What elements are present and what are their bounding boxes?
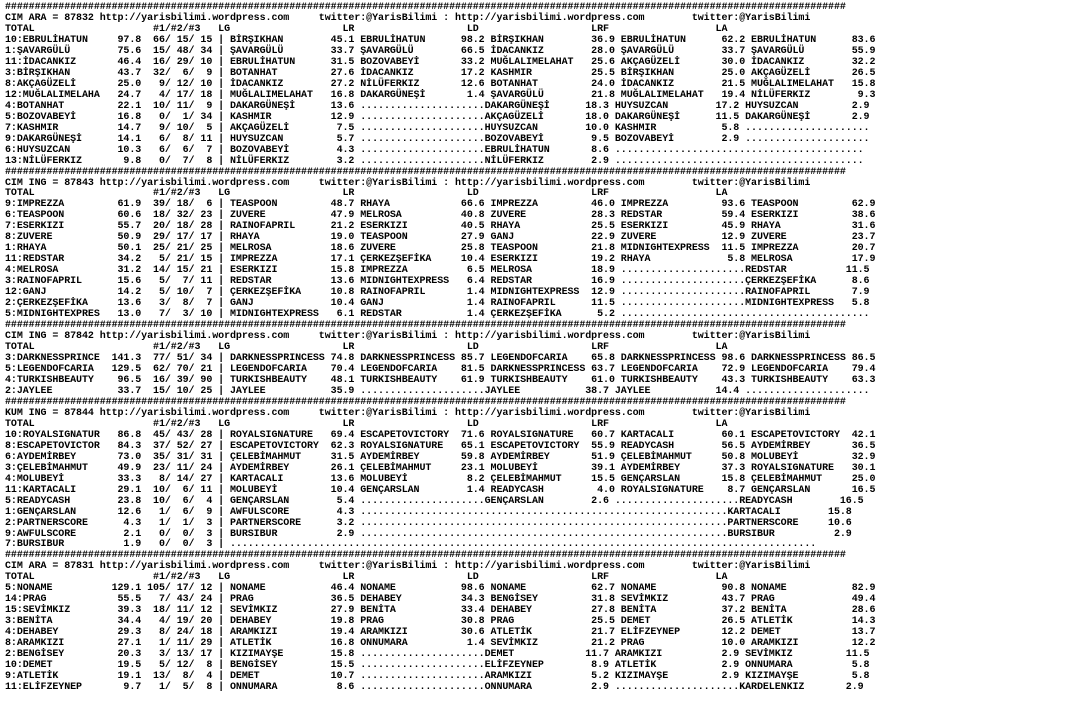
horse-row-line: 12:MUĞLALIMELAHA 24.7 4/ 17/ 18 | MUĞLALIMELAHAT 16.8 DAKARGÜNEŞİ 1.4 ŞAVARGÜLÜ 21.8 MUĞLALIMELAHAT 19.4 NİLÜFERKIZ 9.3 — [5, 89, 876, 101]
race-header-line: CIM ARA = 87831 http://yarisbilimi.wordpress.com twitter:@YarisBilimi : http://yarisbilimi.wordpress.com twitter:@YarisBilimi — [5, 561, 811, 573]
horse-row-line: 5:NONAME 129.1 105/ 17/ 12 | NONAME 46.4 NONAME 98.6 NONAME 62.7 NONAME 90.8 NONAME 82.9 — [5, 583, 876, 595]
race-header-line: CIM ING = 87843 http://yarisbilimi.wordpress.com twitter:@YarisBilimi : http://yarisbilimi.wordpress.com twitter:@YarisBilimi — [5, 177, 811, 189]
horse-row-line: 5:BOZOVABEYİ 16.8 0/ 1/ 34 | KASHMIR 12.9 .....................AKÇAGÜZELİ 18.0 DAKARGÜNEŞİ 11.5 DAKARGÜNEŞİ 2.9 — [5, 111, 870, 123]
separator-line: ############################################################################################################################################## — [5, 2, 846, 13]
horse-row-line: 4:TURKISHBEAUTY 96.5 16/ 39/ 90 | TURKISHBEAUTY 48.1 TURKISHBEAUTY 61.9 TURKISHBEAUTY 61.0 TURKISHBEAUTY 43.3 TURKISHBEAUTY 63.3 — [5, 374, 876, 386]
horse-row-line: 1:ŞAVARGÜLÜ 75.6 15/ 48/ 34 | ŞAVARGÜLÜ 33.7 ŞAVARGÜLÜ 66.5 İDACANKIZ 28.0 ŞAVARGÜLÜ 33.7 ŞAVARGÜLÜ 55.9 — [5, 45, 876, 57]
horse-row-line: 11:İDACANKIZ 46.4 16/ 29/ 10 | EBRULİHATUN 31.5 BOZOVABEYİ 33.2 MUĞLALIMELAHAT 25.6 AKÇAGÜZELİ 30.0 İDACANKIZ 32.2 — [5, 56, 876, 68]
horse-row-line: 8:ZUVERE 50.9 29/ 17/ 17 | RHAYA 19.0 TEASPOON 27.9 GANJ 22.9 ZUVERE 12.9 ZUVERE 23.7 — [5, 232, 876, 244]
horse-row-line: 3:RAINOFAPRIL 15.6 5/ 7/ 11 | REDSTAR 13.6 MIDNIGHTEXPRESS 6.4 REDSTAR 16.9 .....................ÇERKEZŞEFİKA 8.6 — [5, 276, 870, 288]
column-header-line: TOTAL #1/#2/#3 LG LR LD LRF LA — [5, 23, 728, 35]
horse-row-line: 1:RHAYA 50.1 25/ 21/ 25 | MELROSA 18.6 ZUVERE 25.8 TEASPOON 21.8 MIDNIGHTEXPRESS 11.5 IMPREZZA 20.7 — [5, 243, 876, 255]
horse-row-line: 8:ESCAPETOVICTOR 84.3 37/ 52/ 27 | ESCAPETOVICTORY 62.3 ROYALSIGNATURE 65.1 ESCAPETOVICTORY 55.9 READYCASH 56.5 AYDEMİRBEY 36.5 — [5, 440, 876, 452]
horse-row-line: 14:PRAG 55.5 7/ 43/ 24 | PRAG 36.5 DEHABEY 34.3 BENGİSEY 31.8 SEVİMKIZ 43.7 PRAG 49.4 — [5, 594, 876, 606]
column-header-line: TOTAL #1/#2/#3 LG LR LD LRF LA — [5, 342, 728, 354]
horse-row-line: 2:PARTNERSCORE 4.3 1/ 1/ 3 | PARTNERSCORE 3.2 ..............................................................PARTNERSCORE 10.6 — [5, 517, 852, 529]
horse-row-line: 5:READYCASH 23.8 10/ 6/ 4 | GENÇARSLAN 5.4 .....................GENÇARSLAN 2.6 .....................READYCASH 16.5 — [5, 495, 864, 507]
horse-row-line: 8:ARAMKIZI 27.1 1/ 11/ 29 | ATLETİK 16.8 ONNUMARA 1.4 SEVİMKIZ 21.2 PRAG 10.0 ARAMKIZI 12.2 — [5, 638, 876, 650]
separator-line: ############################################################################################################################################## — [5, 396, 846, 408]
horse-row-line: 2:BENGİSEY 20.3 3/ 13/ 17 | KIZIMAYŞE 15.8 .....................DEMET 11.7 ARAMKIZI 2.9 SEVİMKIZ 11.5 — [5, 649, 870, 661]
horse-row-line: 4:DEHABEY 29.3 8/ 24/ 18 | ARAMKIZI 19.4 ARAMKIZI 30.6 ATLETİK 21.7 ELİFZEYNEP 12.2 DEMET 13.7 — [5, 627, 876, 639]
race-stats-document — [5, 2, 1067, 702]
horse-row-line: 7:KASHMIR 14.7 9/ 10/ 5 | AKÇAGÜZELİ 7.5 .....................HUYSUZCAN 10.0 KASHMIR 5.8 ..................... — [5, 122, 870, 134]
horse-row-line: 11:KARTACALI 29.1 10/ 6/ 11 | MOLUBEYİ 10.4 GENÇARSLAN 1.4 READYCASH 4.0 ROYALSIGNATURE 8.7 GENÇARSLAN 16.5 — [5, 484, 876, 496]
separator-line: ############################################################################################################################################## — [5, 166, 846, 178]
horse-row-line: 4:MELROSA 31.2 14/ 15/ 21 | ESERKIZI 15.8 IMPREZZA 6.5 MELROSA 18.9 .....................REDSTAR 11.5 — [5, 265, 870, 277]
horse-row-line: 6:AYDEMİRBEY 73.0 35/ 31/ 31 | ÇELEBİMAHMUT 31.5 AYDEMİRBEY 59.8 AYDEMİRBEY 51.9 ÇELEBİMAHMUT 50.8 MOLUBEYİ 32.9 — [5, 451, 876, 463]
separator-line: ############################################################################################################################################## — [5, 550, 846, 562]
race-header-line: CIM ING = 87842 http://yarisbilimi.wordpress.com twitter:@YarisBilimi : http://yarisbilimi.wordpress.com twitter:@YarisBilimi — [5, 331, 811, 343]
column-header-line: TOTAL #1/#2/#3 LG LR LD LRF LA — [5, 188, 728, 200]
race-header-line: CIM ARA = 87832 http://yarisbilimi.wordpress.com twitter:@YarisBilimi : http://yarisbilimi.wordpress.com twitter:@YarisBilimi — [5, 12, 811, 24]
horse-row-line: 8:AKÇAGÜZELİ 25.0 9/ 12/ 10 | İDACANKIZ 27.2 NİLÜFERKIZ 12.6 BOTANHAT 24.0 İDACANKIZ 21.5 MUĞLALIMELAHAT 15.8 — [5, 78, 876, 90]
separator-line: ############################################################################################################################################## — [5, 320, 846, 332]
horse-row-line: 9:ATLETİK 19.1 13/ 8/ 4 | DEMET 10.7 .....................ARAMKIZI 5.2 KIZIMAYŞE 2.9 KIZIMAYŞE 5.8 — [5, 671, 870, 683]
horse-row-line: 12:GANJ 14.2 5/ 10/ 7 | ÇERKEZŞEFİKA 10.8 RAINOFAPRIL 1.4 MIDNIGHTEXPRESS 12.9 .....................RAINOFAPRIL 7.9 — [5, 287, 870, 299]
horse-row-line: 4:BOTANHAT 22.1 10/ 11/ 9 | DAKARGÜNEŞİ 13.6 .....................DAKARGÜNEŞİ 18.3 HUYSUZCAN 17.2 HUYSUZCAN 2.9 — [5, 100, 870, 112]
horse-row-line: 1:GENÇARSLAN 12.6 1/ 6/ 9 | AWFULSCORE 4.3 ..............................................................KARTACALI 15.8 — [5, 506, 852, 518]
horse-row-line: 9:AWFULSCORE 2.1 0/ 0/ 3 | BURSIBUR 2.9 ..............................................................BURSIBUR 2.9 — [5, 528, 852, 540]
horse-row-line: 9:IMPREZZA 61.9 39/ 18/ 6 | TEASPOON 48.7 RHAYA 66.6 IMPREZZA 46.0 IMPREZZA 93.6 TEASPOON 62.9 — [5, 199, 876, 211]
column-header-line: TOTAL #1/#2/#3 LG LR LD LRF LA — [5, 572, 728, 584]
horse-row-line: 3:BİRŞIKHAN 43.7 32/ 6/ 9 | BOTANHAT 27.6 İDACANKIZ 17.2 KASHMIR 25.5 BİRŞIKHAN 25.0 AKÇAGÜZELİ 26.5 — [5, 67, 876, 79]
horse-row-line: 3:DARKNESSPRINCE 141.3 77/ 51/ 34 | DARKNESSPRINCESS 74.8 DARKNESSPRINCESS 85.7 LEGENDOFCARIA 65.8 DARKNESSPRINCESS 98.6 DARKNESSPRINCESS 86.5 — [5, 353, 876, 364]
horse-row-line: 13:NİLÜFERKIZ 9.8 0/ 7/ 8 | NİLÜFERKIZ 3.2 .....................NİLÜFERKIZ 2.9 .......................................... — [5, 155, 864, 167]
horse-row-line: 2:JAYLEE 33.7 15/ 10/ 25 | JAYLEE 35.9 .....................JAYLEE 38.7 JAYLEE 14.4 ..................... — [5, 385, 870, 397]
horse-row-line: 15:SEVİMKIZ 39.3 18/ 11/ 12 | SEVİMKIZ 27.9 BENİTA 33.4 DEHABEY 27.8 BENİTA 37.2 BENİTA 28.6 — [5, 605, 876, 617]
horse-row-line: 10:ROYALSIGNATUR 86.8 45/ 43/ 28 | ROYALSIGNATURE 69.4 ESCAPETOVICTORY 71.6 ROYALSIGNATURE 60.7 KARTACALI 60.1 ESCAPETOVICTORY 42.1 — [5, 429, 876, 441]
horse-row-line: 5:LEGENDOFCARIA 129.5 62/ 70/ 21 | LEGENDOFCARIA 70.4 LEGENDOFCARIA 81.5 DARKNESSPRINCESS 63.7 LEGENDOFCARIA 72.9 LEGENDOFCARIA 79.4 — [5, 363, 876, 375]
horse-row-line: 2:ÇERKEZŞEFİKA 13.6 3/ 8/ 7 | GANJ 10.4 GANJ 1.4 RAINOFAPRIL 11.5 .....................MIDNIGHTEXPRESS 5.8 — [5, 298, 870, 310]
horse-row-line: 11:ELİFZEYNEP 9.7 1/ 5/ 8 | ONNUMARA 8.6 .....................ONNUMARA 2.9 .....................KARDELENKIZ 2.9 — [5, 682, 864, 694]
horse-row-line: 11:REDSTAR 34.2 5/ 21/ 15 | IMPREZZA 17.1 ÇERKEZŞEFİKA 10.4 ESERKIZI 19.2 RHAYA 5.8 MELROSA 17.9 — [5, 254, 876, 266]
horse-row-line: 10:DEMET 19.5 5/ 12/ 8 | BENGİSEY 15.5 .....................ELİFZEYNEP 8.9 ATLETİK 2.9 ONNUMARA 5.8 — [5, 660, 870, 672]
horse-row-line: 7:ESERKIZI 55.7 20/ 18/ 28 | RAINOFAPRIL 21.2 ESERKIZI 40.5 RHAYA 25.5 ESERKIZI 45.9 RHAYA 31.6 — [5, 221, 876, 233]
column-header-line: TOTAL #1/#2/#3 LG LR LD LRF LA — [5, 418, 728, 430]
horse-row-line: 3:BENİTA 34.4 4/ 19/ 20 | DEHABEY 19.8 PRAG 30.8 PRAG 25.5 DEMET 26.5 ATLETİK 14.3 — [5, 616, 876, 628]
horse-row-line: 10:EBRULİHATUN 97.8 66/ 15/ 15 | BİRŞIKHAN 45.1 EBRULİHATUN 98.2 BİRŞIKHAN 36.9 EBRULİHATUN 62.2 EBRULİHATUN 83.6 — [5, 34, 876, 46]
horse-row-line: 5:MIDNIGHTEXPRES 13.0 7/ 3/ 10 | MIDNIGHTEXPRESS 6.1 REDSTAR 1.4 ÇERKEZŞEFİKA 5.2 .......................................... — [5, 309, 870, 321]
horse-row-line: 3:ÇELEBİMAHMUT 49.9 23/ 11/ 24 | AYDEMİRBEY 26.1 ÇELEBİMAHMUT 23.1 MOLUBEYİ 39.1 AYDEMİRBEY 37.3 ROYALSIGNATURE 30.1 — [5, 462, 876, 474]
horse-row-line: 4:MOLUBEYİ 33.3 8/ 14/ 27 | KARTACALI 13.6 MOLUBEYİ 8.2 ÇELEBİMAHMUT 15.5 GENÇARSLAN 15.8 ÇELEBİMAHMUT 25.0 — [5, 473, 876, 485]
horse-row-line: 9:DAKARGÜNEŞİ 14.1 6/ 8/ 11 | HUYSUZCAN 5.7 .....................BOZOVABEYİ 9.5 BOZOVABEYİ 2.9 ..................... — [5, 133, 870, 145]
race-header-line: KUM ING = 87844 http://yarisbilimi.wordpress.com twitter:@YarisBilimi : http://yarisbilimi.wordpress.com twitter:@YarisBilimi — [5, 407, 811, 419]
horse-row-line: 6:HUYSUZCAN 10.3 6/ 6/ 7 | BOZOVABEYİ 4.3 .....................EBRULİHATUN 8.6 .......................................... — [5, 144, 864, 156]
horse-row-line: 6:TEASPOON 60.6 18/ 32/ 23 | ZUVERE 47.9 MELROSA 40.8 ZUVERE 28.3 REDSTAR 59.4 ESERKIZI 38.6 — [5, 210, 876, 222]
horse-row-line: 7:BURSIBUR 1.9 0/ 0/ 3 | ................................................................................................... — [5, 539, 817, 551]
